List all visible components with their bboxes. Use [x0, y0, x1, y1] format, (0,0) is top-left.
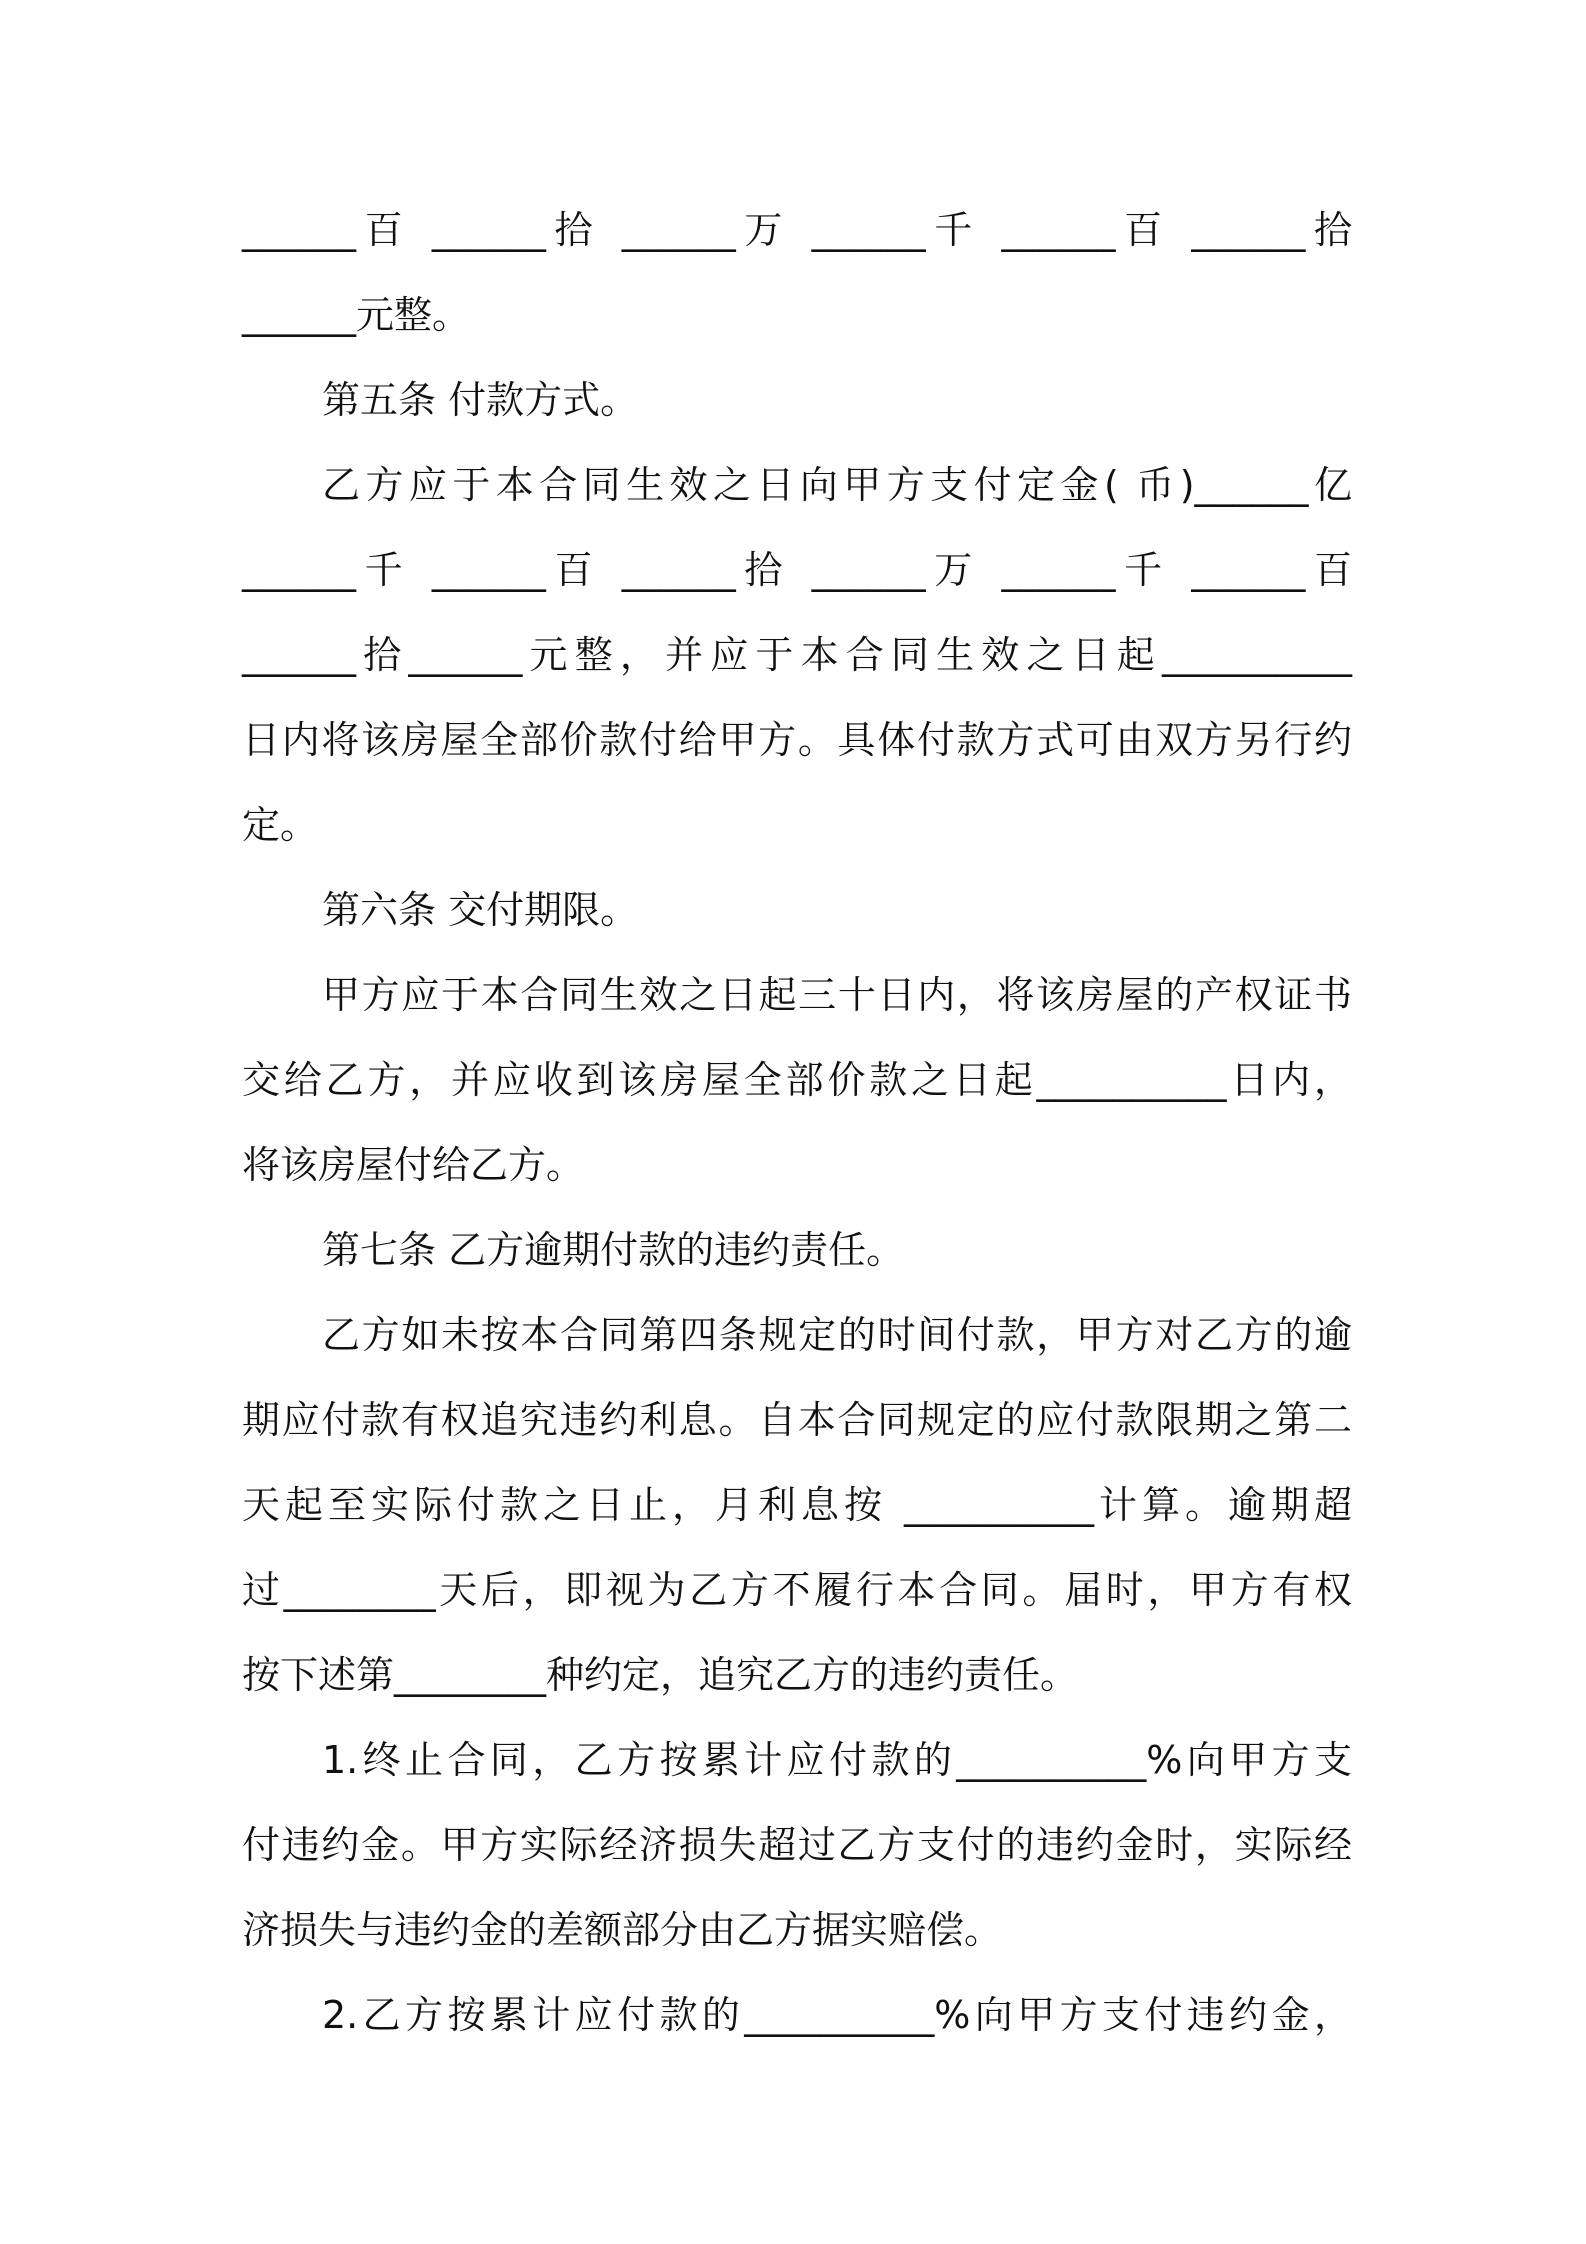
article-5-paragraph-line-5: 定。 — [242, 803, 319, 847]
article-5-paragraph-line-2: ______千 ______百 ______拾 ______万 ______千 ______百 — [242, 548, 1352, 592]
article-5-paragraph-line-1: 乙方应于本合同生效之日向甲方支付定金( 币)______亿 — [322, 463, 1352, 507]
amount-words-line-2: ______元整。 — [242, 293, 471, 337]
amount-words-line-1: ______百 ______拾 ______万 ______千 ______百 ______拾 — [242, 208, 1352, 252]
article-7-paragraph-line-1: 乙方如未按本合同第四条规定的时间付款，甲方对乙方的逾 — [322, 1313, 1352, 1357]
article-5-paragraph-line-3: ______拾______元整，并应于本合同生效之日起__________ — [242, 633, 1352, 677]
clause-2-line-1: 2.乙方按累计应付款的__________%向甲方支付违约金， — [322, 1993, 1352, 2037]
article-7-paragraph-line-2: 期应付款有权追究违约利息。自本合同规定的应付款限期之第二 — [242, 1398, 1352, 1442]
contract-body — [242, 198, 1352, 2068]
article-6-heading: 第六条 交付期限。 — [322, 888, 639, 932]
article-6-paragraph-line-3: 将该房屋付给乙方。 — [242, 1143, 585, 1187]
article-7-heading: 第七条 乙方逾期付款的违约责任。 — [322, 1228, 905, 1272]
clause-1-line-3: 济损失与违约金的差额部分由乙方据实赔偿。 — [242, 1908, 1003, 1952]
clause-1-line-2: 付违约金。甲方实际经济损失超过乙方支付的违约金时，实际经 — [242, 1823, 1352, 1867]
article-6-paragraph-line-1: 甲方应于本合同生效之日起三十日内，将该房屋的产权证书 — [322, 973, 1352, 1017]
article-7-paragraph-line-4: 过________天后，即视为乙方不履行本合同。届时，甲方有权 — [242, 1568, 1352, 1612]
clause-1-line-1: 1.终止合同，乙方按累计应付款的__________%向甲方支 — [322, 1738, 1352, 1782]
article-7-paragraph-line-5: 按下述第________种约定，追究乙方的违约责任。 — [242, 1653, 1079, 1697]
article-6-paragraph-line-2: 交给乙方，并应收到该房屋全部价款之日起__________日内， — [242, 1058, 1352, 1102]
article-5-paragraph-line-4: 日内将该房屋全部价款付给甲方。具体付款方式可由双方另行约 — [242, 718, 1352, 762]
article-5-heading: 第五条 付款方式。 — [322, 378, 639, 422]
article-7-paragraph-line-3: 天起至实际付款之日止，月利息按 __________计算。逾期超 — [242, 1483, 1352, 1527]
